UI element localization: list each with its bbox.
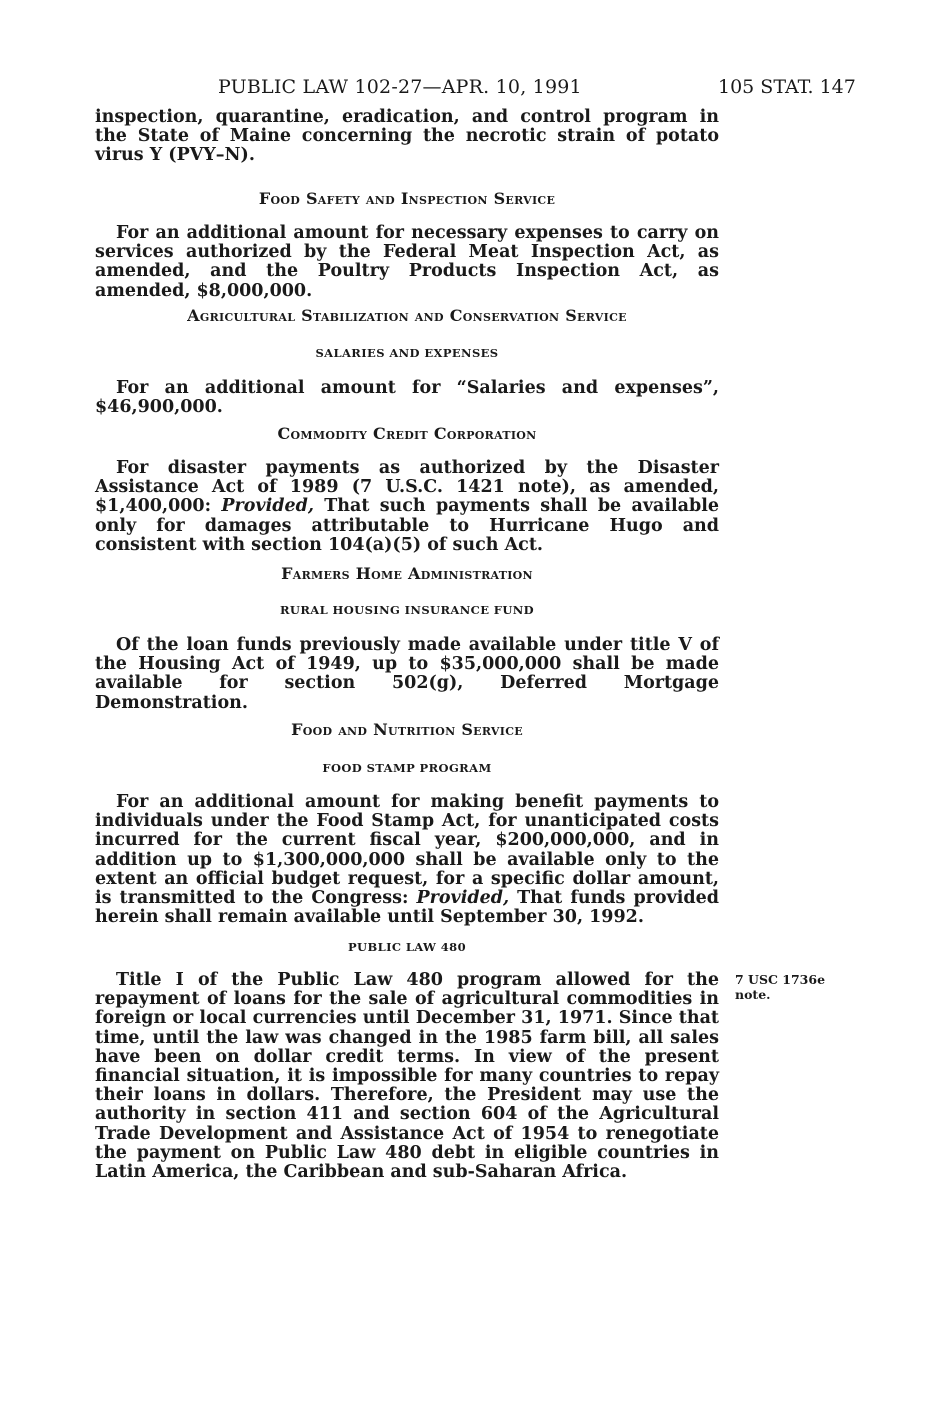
margin-note-line-1: 7 USC 1736e bbox=[735, 972, 826, 987]
fns-text-part-1: For an additional amount for making benefit payments to individuals under the Food Stamp Act, for unanticipated costs incurred for the current fiscal year, $200,000,000, and in addition up to $1,300,000,000 shall be available only to the extent an official budget request, for a specific dollar amount, is transmitted to the Congress: bbox=[95, 792, 719, 909]
heading-agricultural-stabilization-conservation-service: Agricultural Stabilization and Conservation Service bbox=[187, 306, 627, 325]
heading-farmers-home-administration: Farmers Home Administration bbox=[281, 564, 533, 583]
fsis-paragraph: For an additional amount for necessary expenses to carry on services authorized by the Federal Meat Inspection Act, as amended, and the Poultry Products Inspection Act, as amended, $8,000,000. bbox=[95, 223, 719, 301]
heading-commodity-credit-corporation: Commodity Credit Corporation bbox=[277, 424, 537, 443]
page-header-title: PUBLIC LAW 102-27—APR. 10, 1991 bbox=[218, 76, 582, 98]
ccc-text-part-1: For disaster payments as authorized by the Disaster Assistance Act of 1989 (7 U.S.C. 1421 note), as amended, $1,400,000: bbox=[95, 458, 719, 517]
subheading-rural-housing-insurance-fund: RURAL HOUSING INSURANCE FUND bbox=[279, 603, 535, 617]
fmha-paragraph: Of the loan funds previously made available under title V of the Housing Act of 1949, up to $35,000,000 shall be made available for section 502(g), Deferred Mortgage Demonstration. bbox=[95, 635, 719, 713]
subheading-food-stamp-program: FOOD STAMP PROGRAM bbox=[322, 761, 492, 775]
ccc-text-part-2: That such payments shall be available only for damages attributable to Hurricane Hugo and consistent with section 104(a)(5) of such Act. bbox=[95, 496, 719, 555]
subheading-public-law-480: PUBLIC LAW 480 bbox=[348, 940, 466, 954]
ascs-paragraph: For an additional amount for “Salaries and expenses”, $46,900,000. bbox=[95, 378, 719, 418]
subheading-salaries-and-expenses: SALARIES AND EXPENSES bbox=[315, 346, 499, 360]
pl480-paragraph: Title I of the Public Law 480 program allowed for the repayment of loans for the sale of agricultural commodities in foreign or local currencies until December 31, 1971. Since that time, until the law was changed in the 1985 farm bill, all sales have been on dollar credit terms. In view of the present financial situation, it is impossible for many countries to repay their loans in dollars. Therefore, the President may use the authority in section 411 and section 604 of the Agricultural Trade Development and Assistance Act of 1954 to renegotiate the payment on Public Law 480 debt in eligible countries in Latin America, the Caribbean and sub-Saharan Africa. bbox=[95, 970, 719, 1183]
fns-text-part-2: That funds provided herein shall remain available until September 30, 1992. bbox=[95, 888, 719, 928]
heading-food-safety-inspection-service: Food Safety and Inspection Service bbox=[258, 189, 556, 208]
heading-food-and-nutrition-service: Food and Nutrition Service bbox=[291, 720, 523, 739]
page-header-stat-citation: 105 STAT. 147 bbox=[718, 76, 856, 98]
continuation-paragraph: inspection, quarantine, eradication, and control program in the State of Maine concerning the necrotic strain of potato virus Y (PVY–N). bbox=[95, 107, 719, 166]
ccc-paragraph bbox=[95, 459, 719, 555]
margin-citation-note bbox=[735, 972, 855, 1002]
fns-paragraph bbox=[95, 793, 719, 927]
margin-note-line-2: note. bbox=[735, 987, 771, 1002]
ccc-provided-italic: Provided, bbox=[221, 496, 314, 517]
fns-provided-italic: Provided, bbox=[416, 888, 510, 909]
